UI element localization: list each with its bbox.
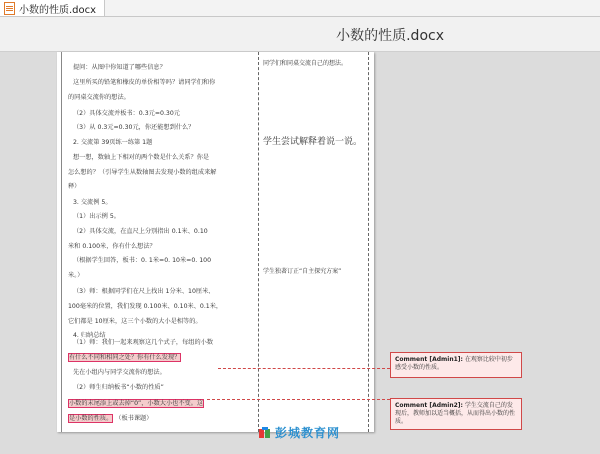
doc-line: （3）从 0.3元=0.30元，你还能想到什么？ bbox=[73, 124, 195, 131]
left-column bbox=[61, 52, 259, 432]
doc-line: 提问：从图中你知道了哪些信息？ bbox=[73, 64, 166, 71]
doc-line: 先在小组内与同学交流你的想法。 bbox=[73, 369, 166, 376]
comment-author: Comment [Admin2]: bbox=[395, 402, 463, 409]
doc-line: 4. 归纳总结 bbox=[73, 332, 106, 339]
doc-line: 的同桌交流你的想法。 bbox=[68, 94, 130, 101]
right-note-2: 学生尝试解释着说一说。 bbox=[263, 137, 363, 147]
doc-line: （1）出示例 5。 bbox=[73, 213, 120, 220]
doc-line: 怎么想的？（引导学生从数轴图去发现小数的组成来解 bbox=[68, 169, 217, 176]
doc-line: （2）具体交流并板书：0.3元=0.30元 bbox=[73, 110, 180, 117]
doc-line: 它们都是 10厘米，这三个小数的大小是相等的。 bbox=[68, 318, 202, 325]
highlight-text-2b[interactable]: 是小数的性质。 bbox=[69, 415, 113, 422]
comment-balloon-2[interactable] bbox=[390, 398, 522, 430]
highlight-tail: （板书课题） bbox=[115, 415, 153, 422]
doc-line: （2）师生归纳板书“小数的性质” bbox=[73, 384, 164, 391]
right-column bbox=[260, 52, 369, 432]
comment-connector-2 bbox=[207, 399, 390, 400]
book-icon bbox=[258, 426, 272, 440]
window-title: 小数的性质.docx bbox=[336, 28, 444, 44]
highlight-line[interactable] bbox=[68, 415, 152, 422]
right-note-1: 同学们和同桌交流自己的想法。 bbox=[263, 60, 348, 67]
doc-line: 米和 0.100米，你有什么想法？ bbox=[68, 243, 156, 250]
doc-line: 这里所买的铅笔和橡皮的单价相等吗？请同学们和你 bbox=[73, 79, 216, 86]
comment-author: Comment [Admin1]: bbox=[395, 356, 463, 363]
doc-line: 3. 交流例 5。 bbox=[73, 199, 112, 206]
highlight-line[interactable] bbox=[68, 354, 181, 361]
comment-text: 在观察比较中初步感受小数的性质。 bbox=[395, 356, 513, 371]
comment-connector-1 bbox=[218, 368, 390, 369]
tab-bar bbox=[0, 0, 600, 17]
doc-line: 释） bbox=[68, 183, 81, 190]
document-page[interactable] bbox=[57, 52, 374, 432]
watermark-logo bbox=[258, 424, 340, 441]
doc-line: （2）具体交流，在直尺上分别指出 0.1米、0.10 bbox=[73, 228, 208, 235]
highlight-line[interactable] bbox=[73, 339, 213, 346]
highlight-text-2a[interactable]: 小数的末尾添上或去掉“0”，小数大小也不变。这 bbox=[69, 400, 204, 407]
comment-text: 学生交流自己的发现后，教师加以适当概括，从而得出小数的性质。 bbox=[395, 402, 516, 425]
right-note-3: 学生独著订正“自主探究方案” bbox=[263, 268, 342, 275]
document-tab[interactable] bbox=[0, 0, 105, 16]
comment-balloon-1[interactable] bbox=[390, 352, 522, 378]
highlight-text-1b[interactable]: 有什么不同和相同之处？你有什么发现？ bbox=[69, 354, 181, 361]
doc-line: 米。） bbox=[68, 272, 84, 279]
document-tab-label: 小数的性质.docx bbox=[19, 4, 97, 16]
title-bar bbox=[0, 17, 600, 52]
highlight-line[interactable] bbox=[68, 400, 204, 407]
document-icon bbox=[4, 2, 15, 15]
doc-line: 想一想，数轴上下相对的两个数是什么关系？你是 bbox=[73, 154, 210, 161]
doc-line: 2. 交流第 39页练一练第 1题 bbox=[73, 139, 153, 146]
highlight-text-1a: （1）师：我们一起来观察这几个式子，每组的小数 bbox=[73, 339, 214, 346]
doc-line: （根据学生回答，板书：0. 1米=0. 10米=0. 100 bbox=[73, 257, 212, 264]
doc-line: 100毫米的位置，我们发现 0.100米、0.10米、0.1米， bbox=[68, 303, 223, 310]
doc-line: （3）师：根据同学们在尺上找出 1分米、10厘米、 bbox=[73, 288, 215, 295]
watermark-text: 彭城教育网 bbox=[275, 426, 341, 440]
